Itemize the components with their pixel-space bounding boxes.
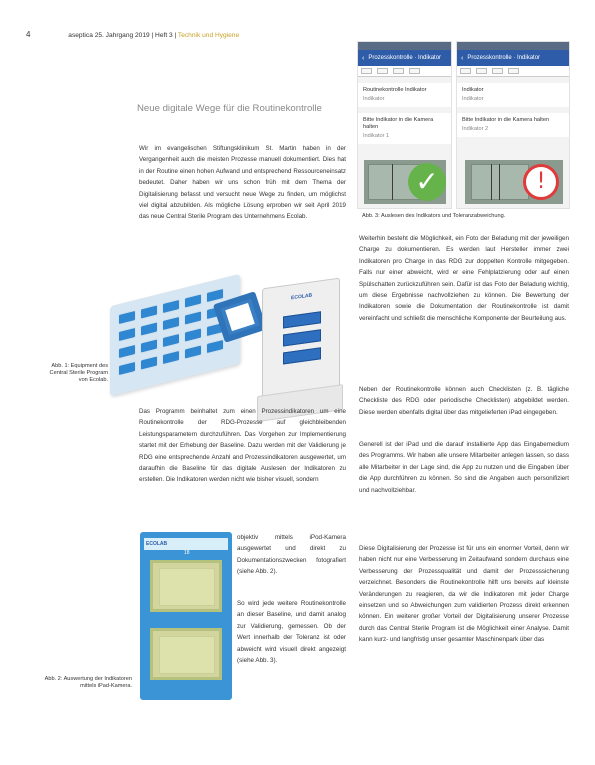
screenshot-deviation xyxy=(456,41,570,209)
indicator-photo xyxy=(364,160,446,204)
info-row xyxy=(457,83,569,107)
caption-abb1: Abb. 1: Equipment des Central Sterile Program von Ecolab. xyxy=(49,363,108,384)
status-bar xyxy=(457,42,569,50)
status-bar xyxy=(358,42,451,50)
row-label: Routinekontrolle Indikator xyxy=(363,87,427,93)
app-toolbar xyxy=(457,66,569,77)
info-row xyxy=(457,113,569,137)
page-header xyxy=(26,30,239,39)
info-row xyxy=(358,113,451,144)
ipad-paragraph-1: objektiv mittels iPod-Kamera ausgewertet und direkt zu Dokumentationszwecken fotografiert (siehe Abb. 2). xyxy=(237,534,346,576)
page-number: 4 xyxy=(26,30,31,39)
warning-icon: ! xyxy=(523,164,559,200)
row-value: Indikator xyxy=(363,96,385,102)
intro-paragraph: Wir im evangelischen Stiftungsklinikum St. Martin haben in der Vergangenheit auch die meisten Prozesse manuell dokumentiert. Dies hat in der Routine einen hohen Aufwand und entsprechend Ressourceneinsatz bedeutet. Daher haben wir uns schon früh mit dem Thema der Digitalisierung befasst und versucht neue Wege zu finden, um möglichst viel digital abzubilden. Als mögliche Lösung erproben wir seit April 2019 das neue Central Sterile Program des Unternehmens Ecolab. xyxy=(139,145,346,221)
indicator-photo xyxy=(465,160,563,204)
caption-abb2: Abb. 2: Auswertung der Indikatoren mittels iPad-Kamera. xyxy=(44,676,132,690)
app-navbar xyxy=(358,50,451,66)
row-value: Indikator 1 xyxy=(363,133,390,139)
indicator-dispenser xyxy=(262,278,340,405)
section-title: Technik und Hygiene xyxy=(177,32,240,39)
right-paragraph-2: Neben der Routinekontrolle können auch Checklisten (z. B. tägliche Checkliste des RDG oder periodische Checklisten) abgebildet werden. Diese werden ebenfalls digital über das mitgelieferten iPad eingegeben. xyxy=(359,386,569,416)
back-arrow-icon[interactable]: ‹ xyxy=(461,54,464,62)
device-brand: ECOLAB xyxy=(291,292,313,302)
right-paragraph-1: Weiterhin besteht die Möglichkeit, ein Foto der Beladung mit der jeweiligen Charge zu dokumentieren. Es werden laut Hersteller immer zwei Indikatoren pro Charge in das RDG zur doppelten Kontrolle mitgegeben. Falls nur einer abweicht, wird er eine Fehlplatzierung oder auf einen Spülschatten zurückzuführen sein. Dafür ist das Foto der Beladung wichtig, um diese Ergebnisse nachvollziehen zu können. Die Bewertung der Indikatoren sowie die Dokumentation der Routinekontrolle ist damit vereinfacht und schließt die menschliche Komponente der Beurteilung aus. xyxy=(359,235,569,322)
row-label: Bitte Indikator in die Kamera halten xyxy=(363,117,434,130)
indicator-tray xyxy=(110,274,240,396)
journal-info: aseptica 25. Jahrgang 2019 | Heft 3 | xyxy=(68,32,177,39)
info-row xyxy=(358,83,451,107)
ipad-paragraph-2: So wird jede weitere Routinekontrolle an dieser Baseline, und damit analog zur Validierung, gemessen. Ob der Wert innerhalb der Toleranz ist oder abweicht wird visuell direkt angezeigt (siehe Abb. 3). xyxy=(237,600,346,665)
program-paragraph: Das Programm beinhaltet zum einen Prozessindikatoren um eine Routinekontrolle der RDG-Prozesse auf gleichbleibenden Leistungsparametern durchzuführen. Das Vorgehen zur Implementierung startet mit der Erhebung der Baseline. Dazu werden mit der Validierung je RDG eine entsprechende Anzahl and Prozessindikatoren ausgewertet, um daraufhin die Baseline für das digitale Auslesen der Indikatoren zu erstellen. Die Indikatoren werden nicht wie bisher visuell, sondern xyxy=(139,408,346,484)
ipad-image xyxy=(140,532,232,700)
ipad-number: 18 xyxy=(184,550,190,556)
row-label: Indikator xyxy=(462,87,484,93)
row-label: Bitte Indikator in die Kamera halten xyxy=(462,117,550,123)
screenshot-normal xyxy=(357,41,452,209)
caption-abb3: Abb. 3: Auslesen des Indikators und Toleranzabweichung. xyxy=(362,213,506,219)
article-heading: Neue digitale Wege für die Routinekontrolle xyxy=(137,103,322,114)
ipad-brand: ECOLAB xyxy=(144,538,228,550)
row-value: Indikator xyxy=(462,96,484,102)
row-value: Indikator 2 xyxy=(462,126,489,132)
checkmark-icon: ✓ xyxy=(408,163,446,201)
back-arrow-icon[interactable]: ‹ xyxy=(362,54,365,62)
right-paragraph-4: Diese Digitalisierung der Prozesse ist für uns ein enormer Vorteil, denn wir haben nicht nur eine Verbesserung im Zeitaufwand sondern durchaus eine Verbesserung der Prozessqualität und damit der Prozesssicherung verzeichnet. Besonders die Routinekontrolle hilft uns bereits auf kleinste Veränderungen zu reagieren, da wir die Indikatoren mit jeder Charge einsetzen und so Abweichungen zum validierten Prozess direkt erkennen können. Ein weiterer großer Vorteil der Digitalisierung unserer Prozesse durch das Central Sterile Program ist die Möglichkeit einer Analyse. Damit kann kurz- und langfristig unser gesamter Maschinenpark über das xyxy=(359,545,569,644)
right-paragraph-3: Generell ist der iPad und die darauf installierte App das Eingabemedium des Programms. Wir haben alle unsere Mitarbeiter anlegen lassen, so dass alle Mitarbeiter in der Lage sind, die App zu nutzen und die Eingaben über die App durchführen zu können. So sind die Angaben auch personifiziert und nachvollziehbar. xyxy=(359,441,569,494)
app-toolbar xyxy=(358,66,451,77)
nav-title: Prozesskontrolle · Indikator xyxy=(467,55,541,61)
nav-title: Prozesskontrolle · Indikator xyxy=(368,55,442,61)
app-navbar xyxy=(457,50,569,66)
